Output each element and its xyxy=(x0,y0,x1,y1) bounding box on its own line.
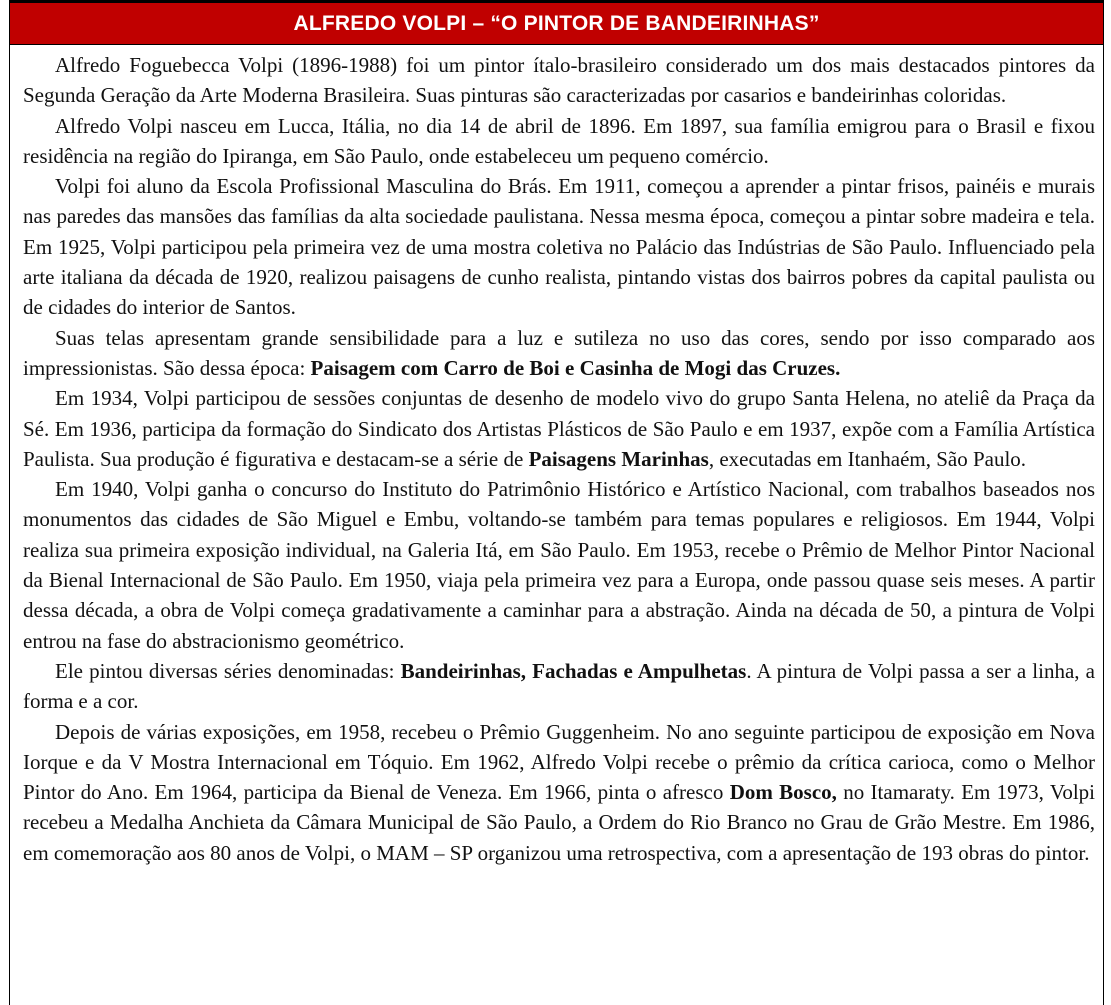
paragraph-8 xyxy=(23,717,1095,868)
paragraph-4 xyxy=(23,323,1095,384)
bold-title-text: Paisagem com Carro de Boi e Casinha de Mogi das Cruzes. xyxy=(310,355,841,380)
paragraph-2 xyxy=(23,111,1095,172)
article-body xyxy=(9,45,1104,1005)
paragraph-text: Em 1940, Volpi ganha o concurso do Instituto do Patrimônio Histórico e Artístico Nacional, com trabalhos baseados nos monumentos das cidades de São Miguel e Embu, voltando-se também para temas populares e religiosos. Em 1944, Volpi realiza sua primeira exposição individual, na Galeria Itá, em São Paulo. Em 1953, recebe o Prêmio de Melhor Pintor Nacional da Bienal Internacional de São Paulo. Em 1950, viaja pela primeira vez para a Europa, onde passou quase seis meses. A partir dessa década, a obra de Volpi começa gradativamente a caminhar para a abstração. Ainda na década de 50, a pintura de Volpi entrou na fase do abstracionismo geométrico. xyxy=(23,477,1095,653)
paragraph-text: Volpi foi aluno da Escola Profissional Masculina do Brás. Em 1911, começou a aprender a pintar frisos, painéis e murais nas paredes das mansões das famílias da alta sociedade paulistana. Nessa mesma época, começou a pintar sobre madeira e tela. Em 1925, Volpi participou pela primeira vez de uma mostra coletiva no Palácio das Indústrias de São Paulo. Influenciado pela arte italiana da década de 1920, realizou paisagens de cunho realista, pintando vistas dos bairros pobres da capital paulista ou de cidades do interior de Santos. xyxy=(23,174,1095,320)
paragraph-text: Alfredo Foguebecca Volpi (1896-1988) foi um pintor ítalo-brasileiro considerado um dos mais destacados pintores da Segunda Geração da Arte Moderna Brasileira. Suas pinturas são caracterizadas por casarios e bandeirinhas coloridas. xyxy=(23,53,1095,108)
title-banner xyxy=(9,2,1104,45)
paragraph-text: Alfredo Volpi nasceu em Lucca, Itália, no dia 14 de abril de 1896. Em 1897, sua família emigrou para o Brasil e fixou residência na região do Ipiranga, em São Paulo, onde estabeleceu um pequeno comércio. xyxy=(23,113,1095,168)
bold-title-text: Bandeirinhas, Fachadas e Ampulhetas xyxy=(400,658,747,683)
paragraph-3 xyxy=(23,171,1095,322)
document-page xyxy=(9,0,1104,1005)
paragraph-text: . A pintura de Volpi passa a ser a linha, a forma e a cor. xyxy=(23,658,1095,714)
paragraph-text: Em 1934, Volpi participou de sessões conjuntas de desenho de modelo vivo do grupo Santa Helena, no ateliê da Praça da Sé. Em 1936, participa da formação do Sindicato dos Artistas Plásticos de São Paulo e em 1937, expõe com a Família Artística Paulista. Sua produção é figurativa e destacam-se a série de xyxy=(23,386,1095,471)
paragraph-text: Ele pintou diversas séries denominadas: xyxy=(55,658,401,683)
paragraph-text: Suas telas apresentam grande sensibilidade para a luz e sutileza no uso das cores, sendo por isso comparado aos impressionistas. São dessa época: xyxy=(23,325,1095,380)
bold-title-text: Dom Bosco, xyxy=(729,780,837,805)
paragraph-text: , executadas em Itanhaém, São Paulo. xyxy=(708,446,1027,471)
paragraph-7 xyxy=(23,656,1095,717)
bold-title-text: Paisagens Marinhas xyxy=(528,446,709,471)
paragraph-6 xyxy=(23,474,1095,656)
paragraph-text: no Itamaraty. Em 1973, Volpi recebeu a Medalha Anchieta da Câmara Municipal de São Paulo, a Ordem do Rio Branco no Grau de Grão Mestre. Em 1986, em comemoração aos 80 anos de Volpi, o MAM – SP organizou uma retrospectiva, com a apresentação de 193 obras do pintor. xyxy=(23,780,1095,865)
paragraph-1 xyxy=(23,50,1095,111)
paragraph-5 xyxy=(23,383,1095,474)
paragraph-text: Depois de várias exposições, em 1958, recebeu o Prêmio Guggenheim. No ano seguinte participou de exposição em Nova Iorque e da V Mostra Internacional em Tóquio. Em 1962, Alfredo Volpi recebe o prêmio da crítica carioca, como o Melhor Pintor do Ano. Em 1964, participa da Bienal de Veneza. Em 1966, pinta o afresco xyxy=(23,719,1095,805)
document-title: ALFREDO VOLPI – “O PINTOR DE BANDEIRINHAS” xyxy=(293,11,820,35)
